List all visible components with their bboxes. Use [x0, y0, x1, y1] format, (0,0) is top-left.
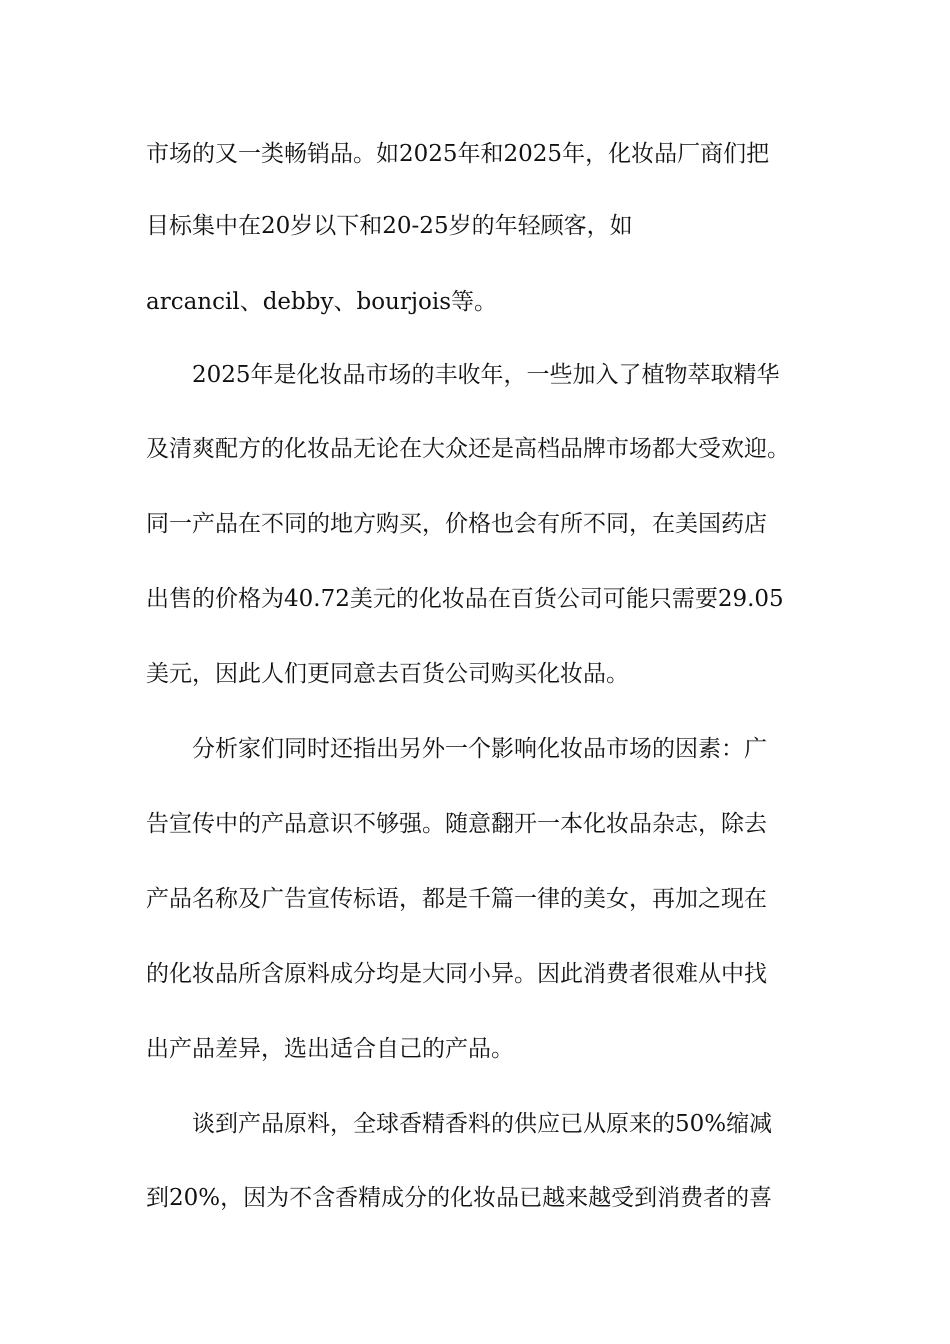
paragraph-first-line: 谈到产品原料，全球香精香料的供应已从原来的50%缩减 [192, 1111, 773, 1137]
text-line: 告宣传中的产品意识不够强。随意翻开一本化妆品杂志，除去 [146, 811, 767, 837]
text-line: 美元，因此人们更同意去百货公司购买化妆品。 [146, 661, 629, 687]
paragraph-first-line: 分析家们同时还指出另外一个影响化妆品市场的因素：广 [192, 736, 767, 762]
text-line: 的化妆品所含原料成分均是大同小异。因此消费者很难从中找 [146, 961, 767, 987]
text-line: 同一产品在不同的地方购买，价格也会有所不同，在美国药店 [146, 511, 767, 537]
text-line: 及清爽配方的化妆品无论在大众还是高档品牌市场都大受欢迎。 [146, 436, 790, 462]
text-line: 产品名称及广告宣传标语，都是千篇一律的美女，再加之现在 [146, 886, 767, 912]
text-line: 市场的又一类畅销品。如2025年和2025年，化妆品厂商们把 [146, 141, 770, 167]
text-line: 出售的价格为40.72美元的化妆品在百货公司可能只需要29.05 [146, 586, 784, 612]
text-line: 到20%，因为不含香精成分的化妆品已越来越受到消费者的喜 [146, 1185, 773, 1211]
text-line: arcancil、debby、bourjois等。 [146, 289, 497, 315]
text-line: 目标集中在20岁以下和20-25岁的年轻顾客，如 [146, 213, 633, 239]
text-line: 出产品差异，选出适合自己的产品。 [146, 1036, 514, 1062]
paragraph-first-line: 2025年是化妆品市场的丰收年，一些加入了植物萃取精华 [192, 362, 780, 388]
